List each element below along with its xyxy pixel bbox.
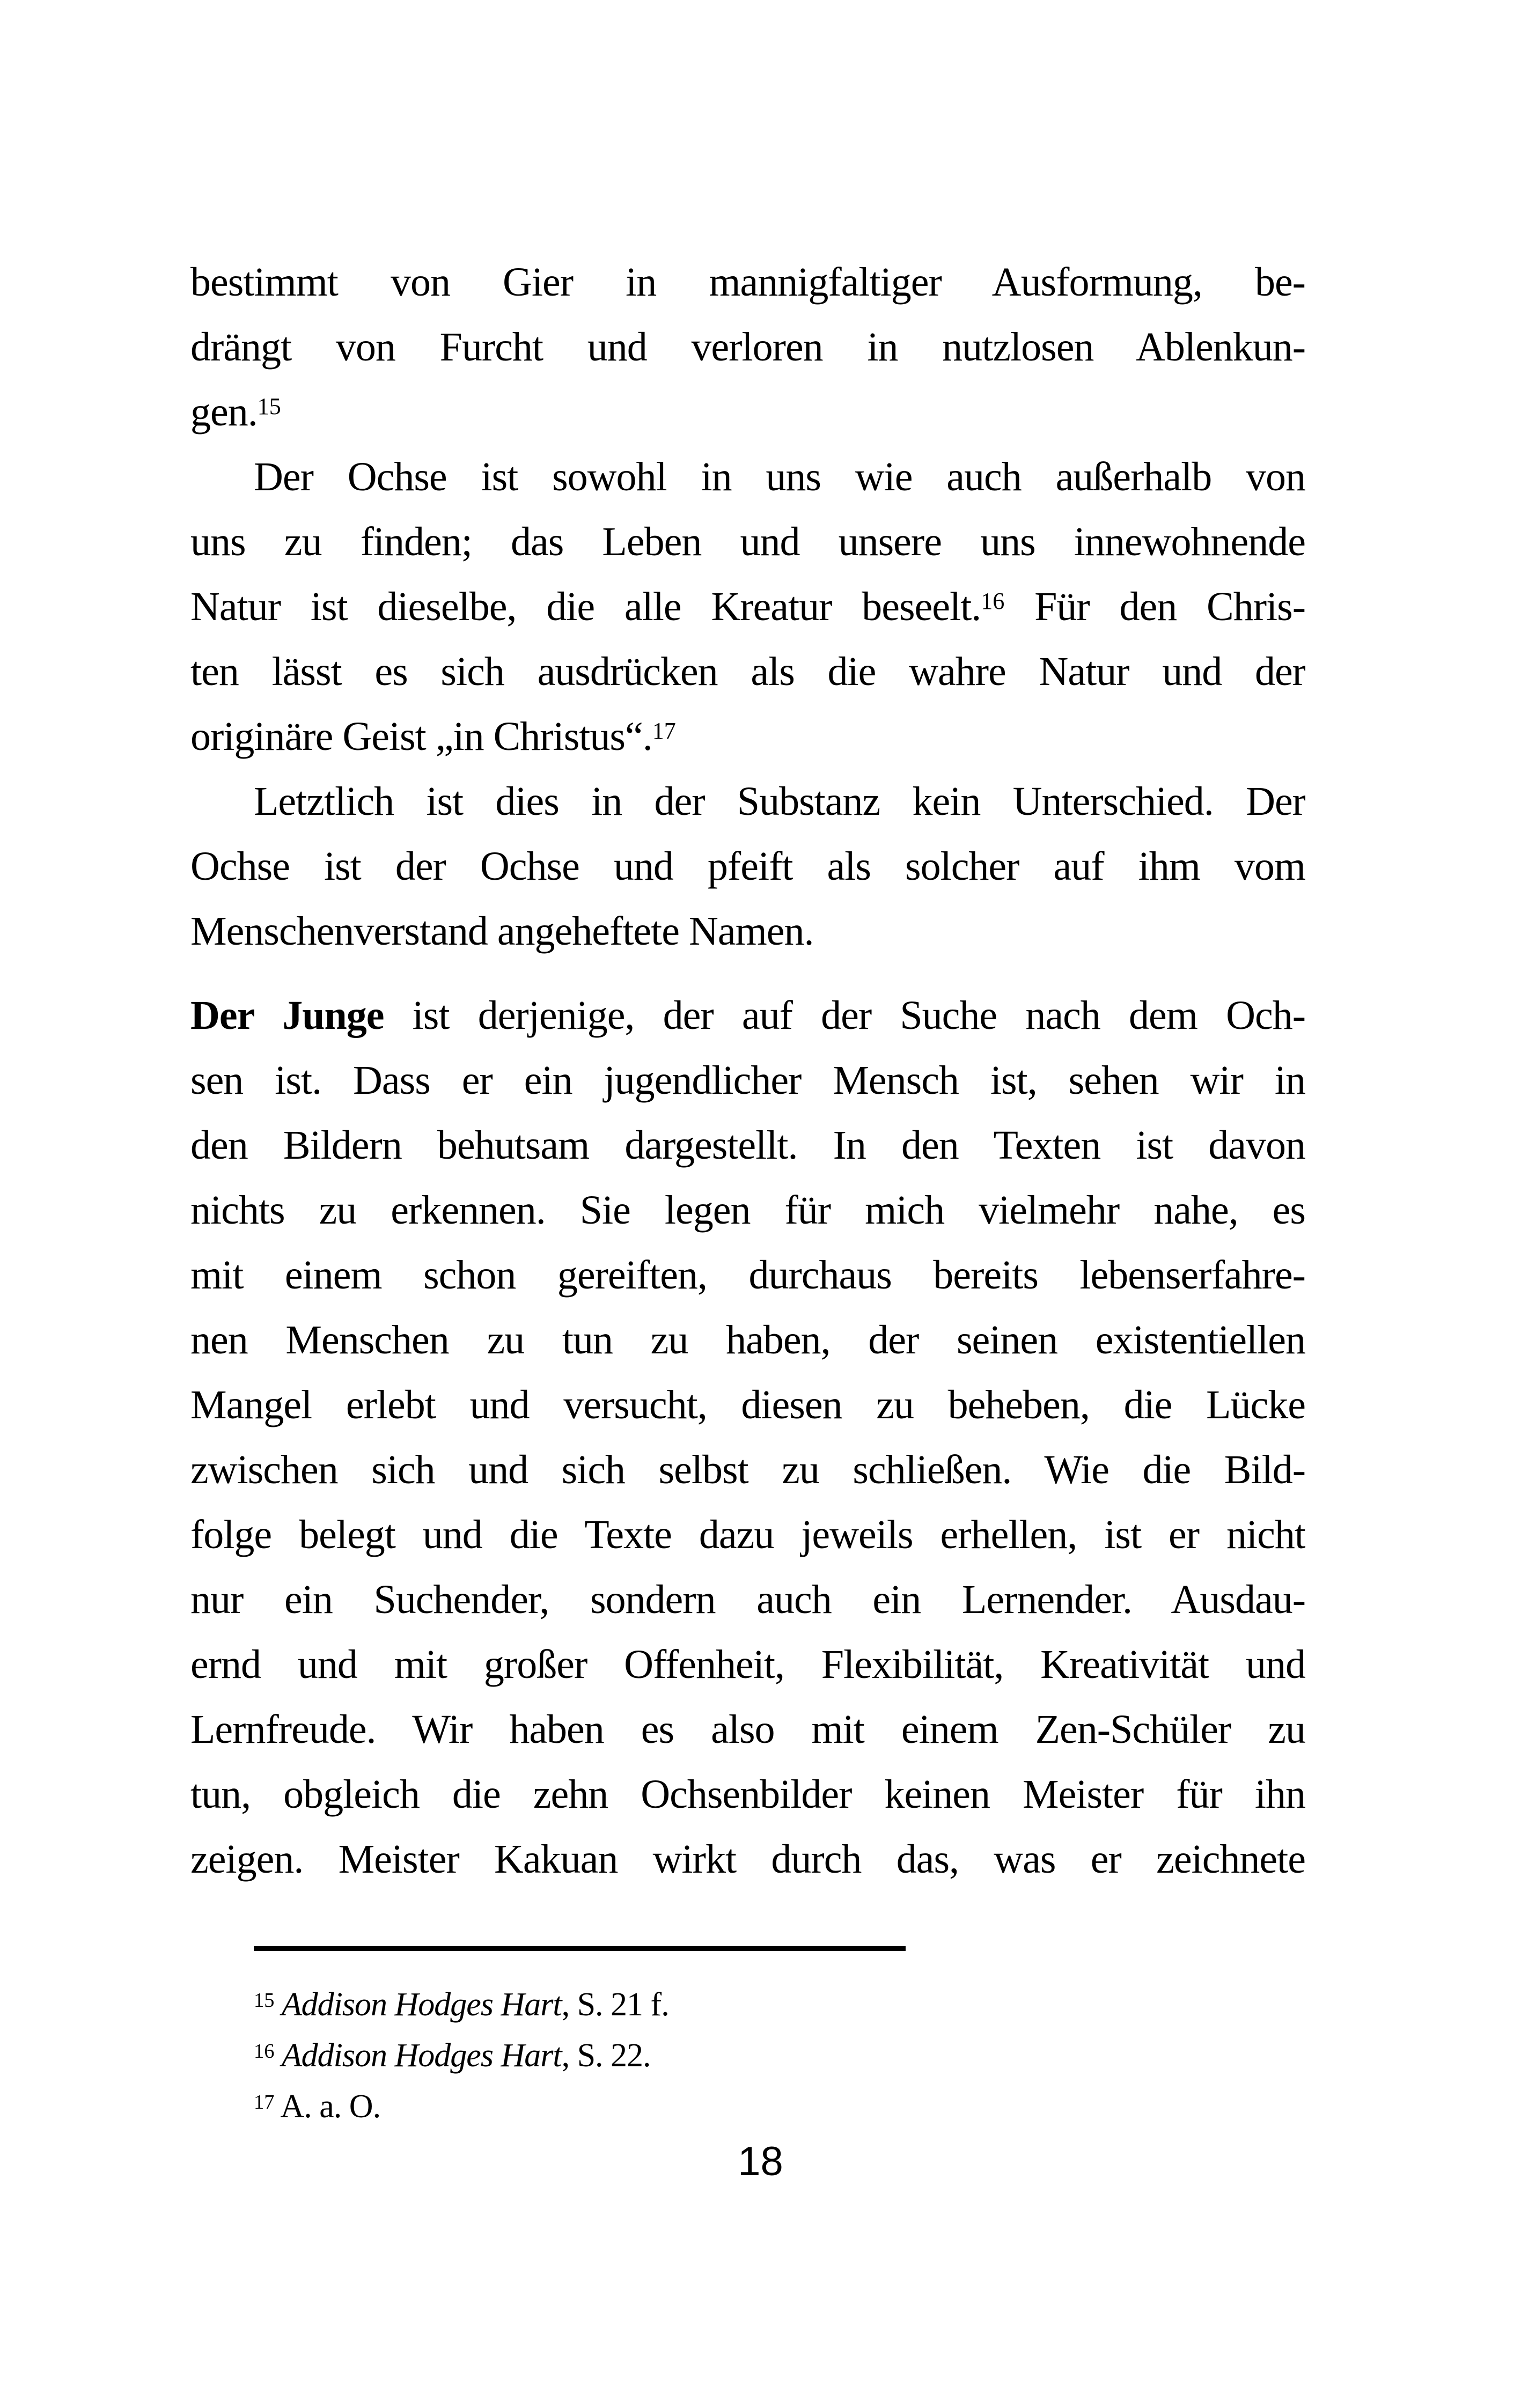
text-line — [190, 899, 1305, 964]
text-line — [190, 1178, 1305, 1243]
text-line-content: Letztlich ist dies in der Substanz kein Unterschied. Der — [254, 779, 1305, 824]
text-line-content: nen Menschen zu tun zu haben, der seinen existentiellen — [190, 1317, 1305, 1363]
text-line — [190, 1308, 1305, 1373]
paragraph — [190, 250, 1305, 445]
text-line — [190, 834, 1305, 899]
text-line — [190, 1503, 1305, 1567]
text-line-content: uns zu finden; das Leben und unsere uns innewohnende — [190, 519, 1305, 564]
footnote-number: 15 — [254, 1989, 275, 2012]
text-line-content: nichts zu erkennen. Sie legen für mich vielmehr nahe, es — [190, 1188, 1305, 1233]
text-line-content: ten lässt es sich ausdrücken als die wahre Natur und der — [190, 649, 1305, 694]
footnotes — [254, 1979, 1305, 2132]
text-line-content: Menschenverstand angeheftete Namen. — [190, 909, 814, 954]
paragraph — [190, 445, 1305, 769]
footnote-16 — [254, 2030, 1305, 2081]
text-line-content: Ochse ist der Ochse und pfeift als solcher auf ihm vom — [190, 844, 1305, 889]
text-line-content: tun, obgleich die zehn Ochsenbilder keinen Meister für ihn — [190, 1772, 1305, 1817]
text-line — [190, 1438, 1305, 1503]
paragraph — [190, 983, 1305, 1892]
text-line — [190, 1632, 1305, 1697]
text-line — [190, 704, 1305, 769]
text-line-content: Lernfreude. Wir haben es also mit einem Zen-Schüler zu — [190, 1707, 1305, 1752]
footnote-number: 16 — [254, 2039, 275, 2063]
footnote-ref-15: 15 — [257, 393, 281, 419]
text-line — [190, 445, 1305, 510]
text-line — [190, 1567, 1305, 1632]
text-line-content: nur ein Suchender, sondern auch ein Lernender. Ausdau- — [190, 1577, 1305, 1622]
text-line — [190, 1762, 1305, 1827]
text-line-content: zwischen sich und sich selbst zu schließen. Wie die Bild- — [190, 1447, 1305, 1492]
text-line-content: Der Ochse ist sowohl in uns wie auch außerhalb von — [254, 454, 1305, 499]
footnote-17 — [254, 2081, 1305, 2132]
footnote-number: 17 — [254, 2090, 275, 2114]
footnote-ref-16: 16 — [981, 587, 1005, 614]
text-line — [190, 1373, 1305, 1438]
text-line — [190, 1697, 1305, 1762]
text-line — [190, 575, 1305, 639]
text-line-content: bestimmt von Gier in mannigfaltiger Ausformung, be- — [190, 260, 1305, 305]
text-line-content: Natur ist dieselbe, die alle Kreatur beseelt. — [190, 584, 981, 629]
text-line — [190, 639, 1305, 704]
body-text — [190, 250, 1305, 1892]
text-line-content: drängt von Furcht und verloren in nutzlosen Ablenkun- — [190, 325, 1305, 370]
text-line-content: zeigen. Meister Kakuan wirkt durch das, was er zeichnete — [190, 1837, 1305, 1882]
footnote-text: , S. 22. — [561, 2037, 651, 2074]
text-line-content: ernd und mit großer Offenheit, Flexibilität, Kreativität und — [190, 1642, 1305, 1687]
text-line-content: originäre Geist „in Christus“. — [190, 714, 652, 759]
footnote-text: A. a. O. — [274, 2088, 381, 2125]
text-line — [190, 1827, 1305, 1892]
page-number: 18 — [738, 2139, 783, 2184]
footnote-source-italic: Addison Hodges Hart — [274, 2037, 562, 2074]
section-lead-bold: Der Junge — [190, 993, 384, 1038]
text-line — [190, 315, 1305, 380]
text-line-content: den Bildern behutsam dargestellt. In den Texten ist davon — [190, 1123, 1305, 1168]
text-line-content: Mangel erlebt und versucht, diesen zu beheben, die Lücke — [190, 1382, 1305, 1427]
text-line — [190, 380, 1305, 445]
text-line — [190, 250, 1305, 315]
text-line — [190, 510, 1305, 575]
text-line — [190, 1113, 1305, 1178]
footnote-rule — [254, 1946, 906, 1951]
paragraph — [190, 769, 1305, 964]
text-line — [190, 1243, 1305, 1308]
footnote-text: , S. 21 f. — [561, 1986, 669, 2023]
text-line — [190, 983, 1305, 1048]
footnote-ref-17: 17 — [652, 717, 676, 744]
text-line-content: gen. — [190, 389, 258, 435]
text-line — [190, 1048, 1305, 1113]
text-line-content: ist derjenige, der auf der Suche nach dem Och- — [384, 993, 1305, 1038]
text-line-content: mit einem schon gereiften, durchaus bereits lebenserfahre- — [190, 1253, 1305, 1298]
text-line-content: folge belegt und die Texte dazu jeweils erhellen, ist er nicht — [190, 1512, 1305, 1557]
text-line-content: Für den Chris- — [1004, 584, 1305, 629]
text-line — [190, 769, 1305, 834]
footnote-source-italic: Addison Hodges Hart — [274, 1986, 562, 2023]
footnote-15 — [254, 1979, 1305, 2030]
text-line-content: sen ist. Dass er ein jugendlicher Mensch ist, sehen wir in — [190, 1058, 1305, 1103]
